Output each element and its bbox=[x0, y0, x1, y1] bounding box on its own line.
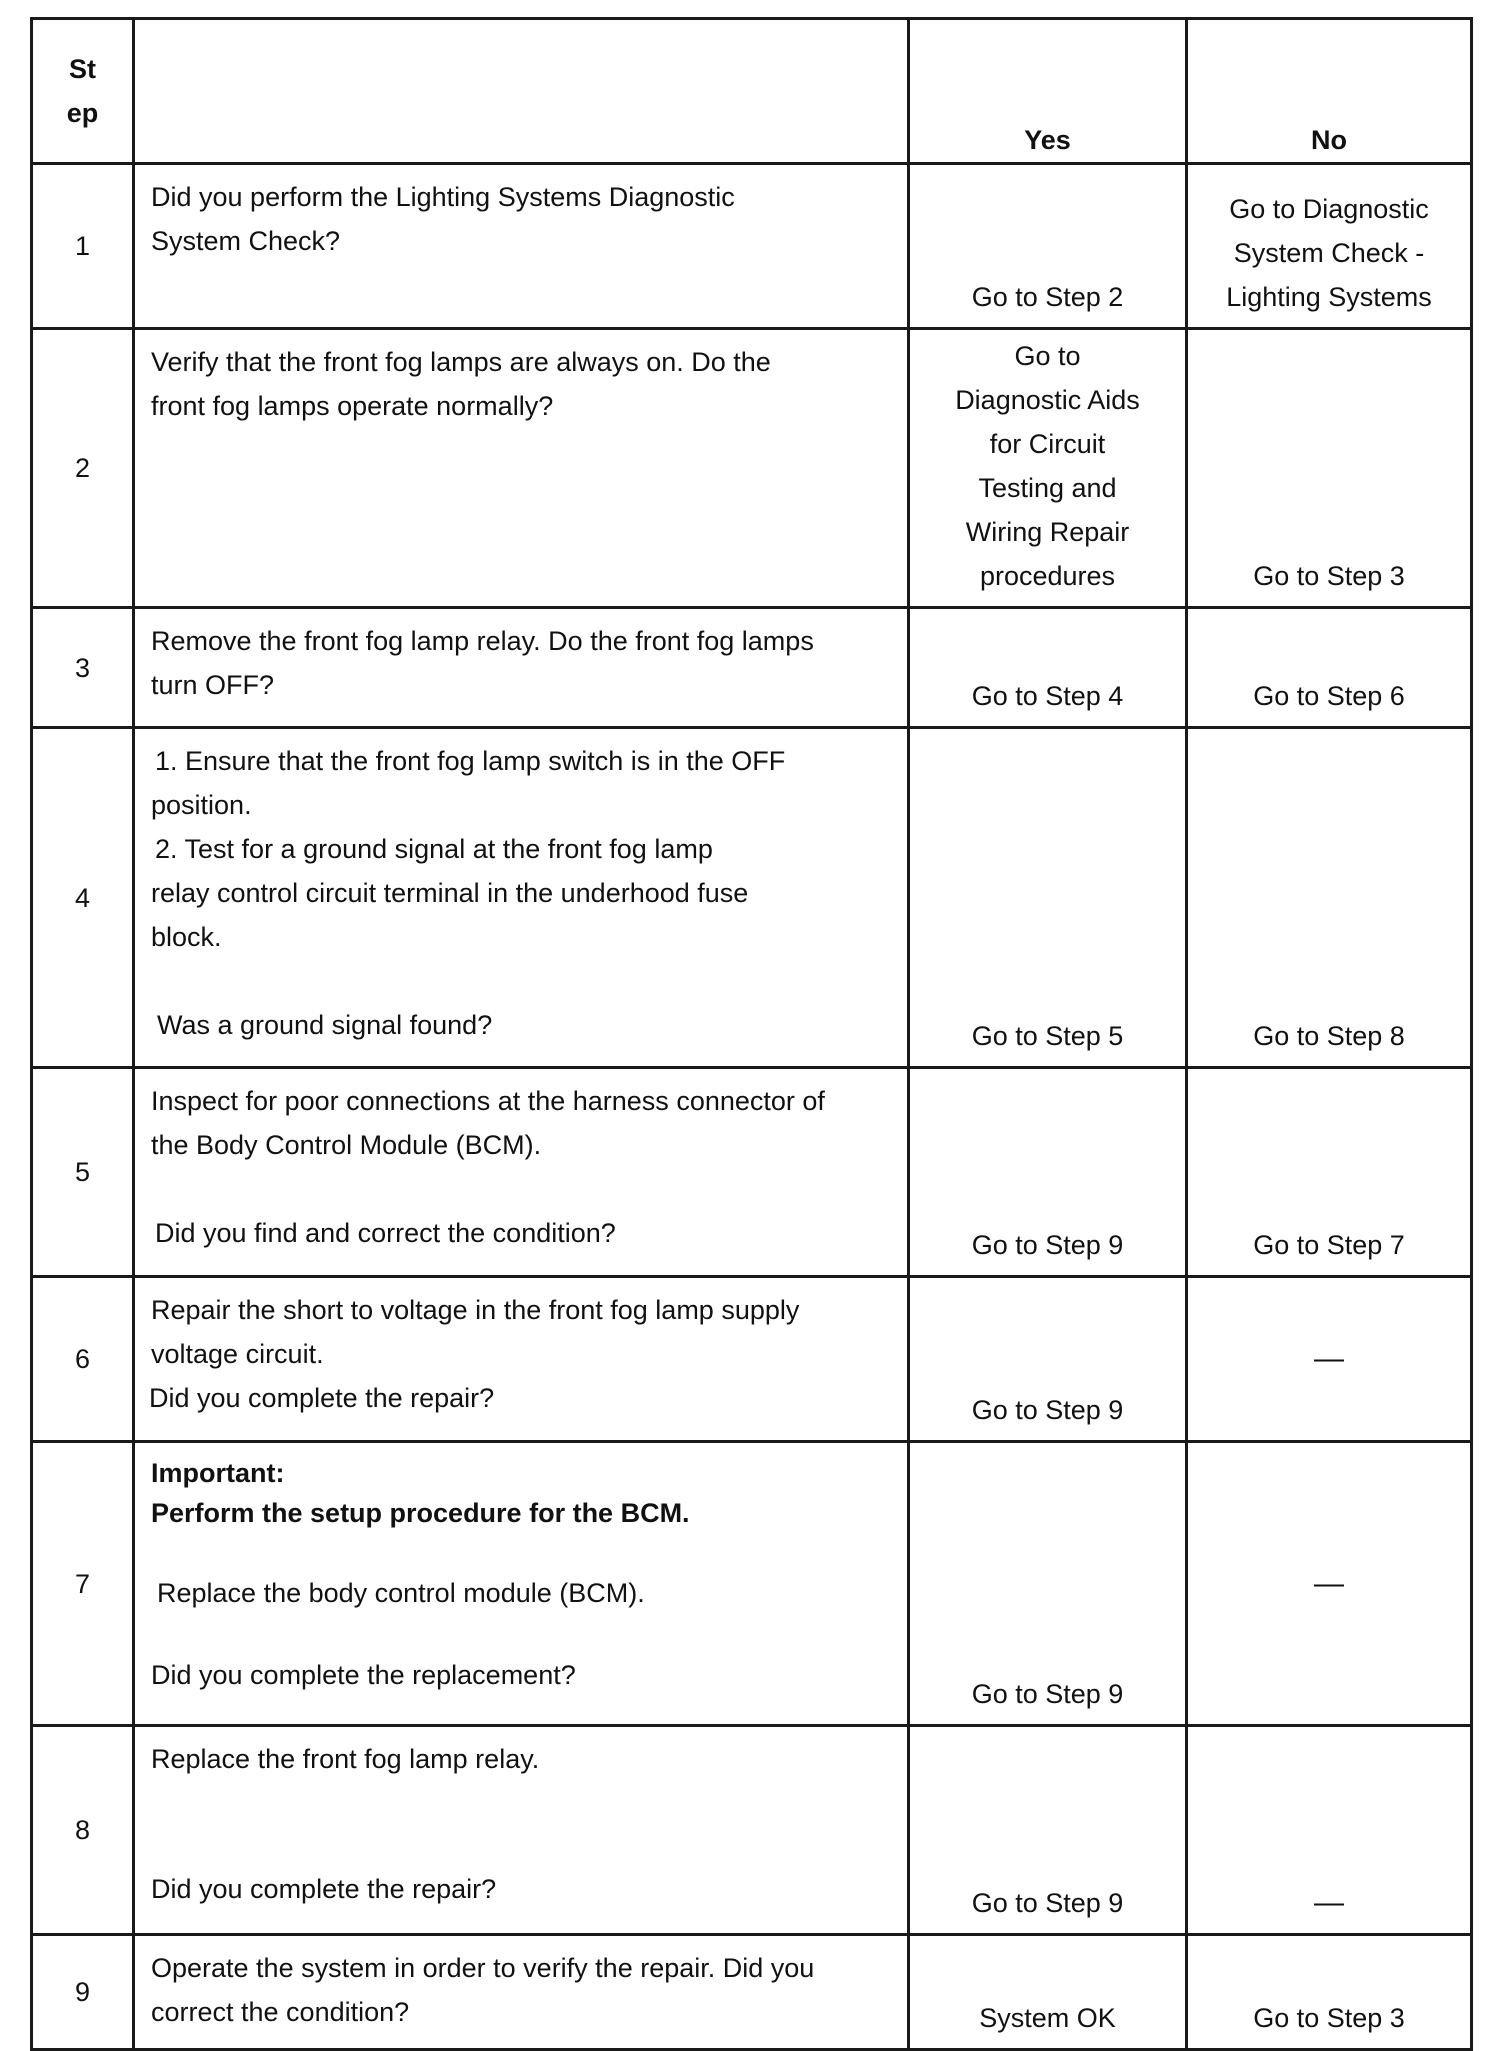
table-row bbox=[32, 1726, 1472, 1935]
yes-cell bbox=[909, 329, 1187, 608]
spacer bbox=[151, 1615, 887, 1653]
action-text: Verify that the front fog lamps are always on. Do the bbox=[151, 347, 771, 377]
yes-text: Diagnostic Aids bbox=[955, 385, 1140, 415]
step-number: 6 bbox=[32, 1277, 134, 1442]
important-text: Perform the setup procedure for the BCM. bbox=[151, 1498, 690, 1528]
step-number: 1 bbox=[32, 164, 134, 329]
action-list-item: 2. Test for a ground signal at the front fog lamp bbox=[155, 834, 713, 864]
action-cell bbox=[134, 1726, 909, 1935]
action-text: turn OFF? bbox=[151, 670, 275, 700]
table-row bbox=[32, 608, 1472, 728]
no-cell: Go to Step 6 bbox=[1187, 608, 1472, 728]
spacer bbox=[151, 1825, 887, 1867]
header-yes: Yes bbox=[909, 19, 1187, 164]
table-row bbox=[32, 1068, 1472, 1277]
table-row bbox=[32, 164, 1472, 329]
action-cell bbox=[134, 1442, 909, 1726]
yes-text: for Circuit bbox=[989, 429, 1106, 459]
header-action bbox=[134, 19, 909, 164]
no-cell: Go to Step 7 bbox=[1187, 1068, 1472, 1277]
action-list-item: 1. Ensure that the front fog lamp switch is in the OFF bbox=[155, 746, 786, 776]
action-cell bbox=[134, 164, 909, 329]
no-cell bbox=[1187, 1277, 1472, 1442]
header-step-line1: St bbox=[69, 54, 96, 84]
step-number: 3 bbox=[32, 608, 134, 728]
header-step-line2: ep bbox=[66, 98, 99, 128]
yes-text: Go to bbox=[1014, 341, 1081, 371]
action-text: Replace the front fog lamp relay. bbox=[151, 1744, 540, 1774]
yes-cell: Go to Step 9 bbox=[909, 1442, 1187, 1726]
yes-cell: Go to Step 2 bbox=[909, 164, 1187, 329]
action-cell bbox=[134, 329, 909, 608]
no-text: System Check - bbox=[1233, 238, 1425, 268]
action-text: Inspect for poor connections at the harness connector of bbox=[151, 1086, 825, 1116]
header-row bbox=[32, 19, 1472, 164]
no-dash: — bbox=[1314, 1342, 1344, 1375]
no-text: Lighting Systems bbox=[1226, 282, 1432, 312]
step-number: 4 bbox=[32, 728, 134, 1068]
no-cell bbox=[1187, 1726, 1472, 1935]
table-row bbox=[32, 1277, 1472, 1442]
header-no: No bbox=[1187, 19, 1472, 164]
action-cell bbox=[134, 608, 909, 728]
important-label: Important: bbox=[151, 1458, 285, 1488]
no-cell: Go to Step 8 bbox=[1187, 728, 1472, 1068]
spacer bbox=[151, 1533, 887, 1571]
yes-cell: Go to Step 4 bbox=[909, 608, 1187, 728]
action-cell bbox=[134, 1277, 909, 1442]
action-text: System Check? bbox=[151, 226, 341, 256]
no-cell bbox=[1187, 164, 1472, 329]
table-row bbox=[32, 1442, 1472, 1726]
no-dash: — bbox=[1314, 1566, 1344, 1600]
table-row bbox=[32, 728, 1472, 1068]
question-text: Did you complete the repair? bbox=[151, 1874, 497, 1904]
action-text: relay control circuit terminal in the underhood fuse bbox=[151, 878, 749, 908]
no-cell: Go to Step 3 bbox=[1187, 329, 1472, 608]
action-text: correct the condition? bbox=[151, 1997, 410, 2027]
question-text: Did you complete the repair? bbox=[149, 1383, 495, 1413]
header-step bbox=[32, 19, 134, 164]
action-text: the Body Control Module (BCM). bbox=[151, 1130, 542, 1160]
spacer bbox=[151, 959, 887, 1003]
no-dash: — bbox=[1314, 1886, 1344, 1919]
yes-text: Wiring Repair bbox=[965, 517, 1130, 547]
yes-cell: Go to Step 5 bbox=[909, 728, 1187, 1068]
action-text: position. bbox=[151, 790, 252, 820]
question-text: Did you complete the replacement? bbox=[151, 1660, 576, 1690]
step-number: 2 bbox=[32, 329, 134, 608]
question-text: Did you find and correct the condition? bbox=[155, 1218, 616, 1248]
yes-cell: Go to Step 9 bbox=[909, 1277, 1187, 1442]
action-text: block. bbox=[151, 922, 222, 952]
table-row bbox=[32, 1935, 1472, 2050]
yes-cell: System OK bbox=[909, 1935, 1187, 2050]
no-cell: Go to Step 3 bbox=[1187, 1935, 1472, 2050]
action-cell bbox=[134, 728, 909, 1068]
step-number: 7 bbox=[32, 1442, 134, 1726]
yes-text: Testing and bbox=[978, 473, 1117, 503]
action-text: Did you perform the Lighting Systems Diagnostic bbox=[151, 182, 735, 212]
action-text: Remove the front fog lamp relay. Do the front fog lamps bbox=[151, 626, 814, 656]
action-cell bbox=[134, 1068, 909, 1277]
no-text: Go to Diagnostic bbox=[1229, 194, 1429, 224]
no-cell bbox=[1187, 1442, 1472, 1726]
action-text: Repair the short to voltage in the front fog lamp supply bbox=[151, 1295, 800, 1325]
yes-cell: Go to Step 9 bbox=[909, 1068, 1187, 1277]
diagnostic-table bbox=[30, 17, 1473, 2051]
spacer bbox=[151, 1781, 887, 1825]
step-number: 9 bbox=[32, 1935, 134, 2050]
spacer bbox=[151, 1167, 887, 1211]
action-text: Operate the system in order to verify the repair. Did you bbox=[151, 1953, 815, 1983]
action-text: front fog lamps operate normally? bbox=[151, 391, 554, 421]
yes-cell: Go to Step 9 bbox=[909, 1726, 1187, 1935]
step-number: 5 bbox=[32, 1068, 134, 1277]
action-text: Replace the body control module (BCM). bbox=[157, 1578, 645, 1608]
table-row bbox=[32, 329, 1472, 608]
yes-text: procedures bbox=[979, 561, 1116, 591]
step-number: 8 bbox=[32, 1726, 134, 1935]
action-cell bbox=[134, 1935, 909, 2050]
action-text: voltage circuit. bbox=[151, 1339, 324, 1369]
question-text: Was a ground signal found? bbox=[157, 1010, 493, 1040]
